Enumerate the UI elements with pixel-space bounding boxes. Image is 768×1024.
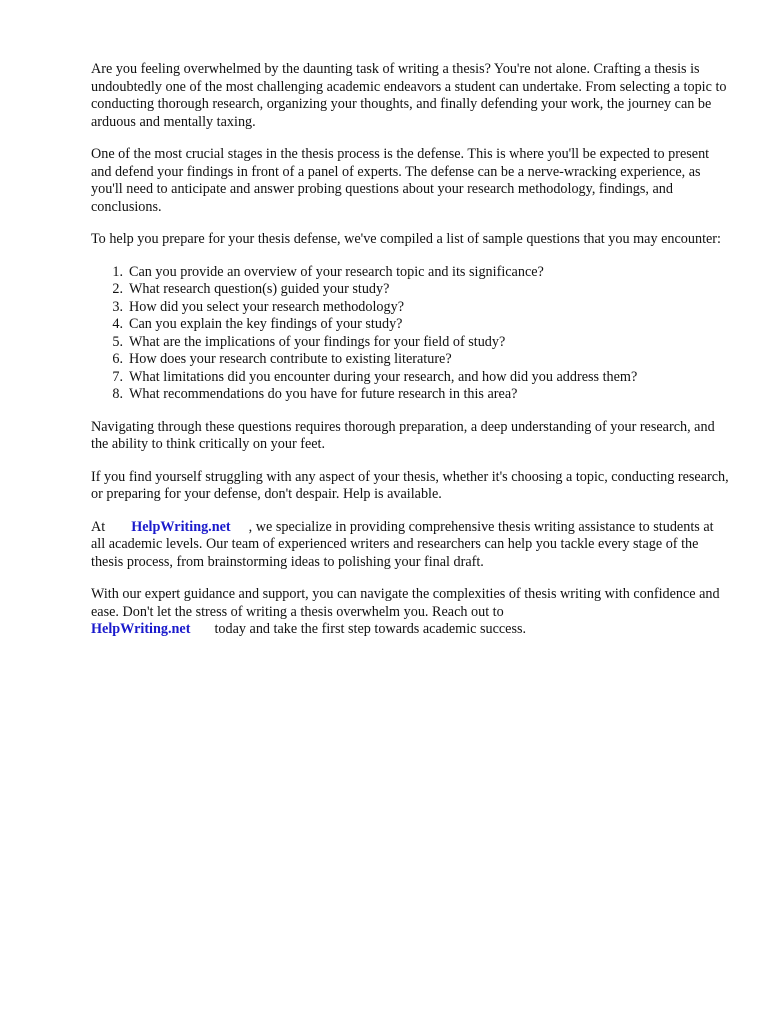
closing-suffix: today and take the first step towards academic success. xyxy=(214,621,527,637)
preparation-paragraph: Navigating through these questions requires thorough preparation, a deep understanding of your research, and the ability to think critically on your feet. xyxy=(91,418,715,452)
list-item-number: 7. xyxy=(112,368,123,385)
list-item-text: Can you provide an overview of your research topic and its significance? xyxy=(129,263,544,280)
closing-text: With our expert guidance and support, you can navigate the complexities of thesis writing with confidence and ease. Don't let the stress of writing a thesis overwhelm you. Reach out to xyxy=(91,586,720,620)
list-item-number: 2. xyxy=(112,281,123,297)
help-available-paragraph: If you find yourself struggling with any aspect of your thesis, whether it's choosing a topic, conducting research, or preparing for your defense, don't despair. Help is available. xyxy=(91,468,729,502)
promo-paragraph xyxy=(91,519,731,572)
helpwriting-link-closing[interactable]: HelpWriting.net xyxy=(91,621,191,637)
list-item-text: How does your research contribute to existing literature? xyxy=(129,351,452,367)
list-item xyxy=(91,264,731,282)
sample-questions-list xyxy=(91,264,731,404)
list-item-number: 6. xyxy=(112,351,123,367)
defense-paragraph: One of the most crucial stages in the thesis process is the defense. This is where you'll be expected to present and defend your findings in front of a panel of experts. The defense can be a nerve-wracking experience, as you'll need to anticipate and answer probing questions about your research methodology, findings, and conclusions. xyxy=(91,146,710,215)
closing-paragraph xyxy=(91,586,731,639)
list-item-text: What recommendations do you have for future research in this area? xyxy=(129,386,518,402)
helpwriting-link[interactable]: HelpWriting.net xyxy=(131,518,231,535)
list-item xyxy=(91,369,731,387)
list-item xyxy=(91,386,731,404)
list-item-text: What research question(s) guided your study? xyxy=(129,281,390,297)
list-item xyxy=(91,281,731,299)
list-item-number: 4. xyxy=(112,316,123,332)
intro-paragraph: Are you feeling overwhelmed by the daunting task of writing a thesis? You're not alone. Crafting a thesis is undoubtedly one of the most challenging academic endeavors a student can undertake. From selecting a topic to conducting thorough research, organizing your thoughts, and finally defending your work, the journey can be arduous and mentally taxing. xyxy=(91,61,727,130)
list-item-text: What are the implications of your findings for your field of study? xyxy=(129,333,506,350)
list-item-number: 1. xyxy=(112,263,123,280)
document-body xyxy=(91,61,731,654)
list-item xyxy=(91,334,731,352)
list-item-number: 8. xyxy=(112,386,123,402)
promo-prefix: At xyxy=(91,518,106,535)
list-item-text: What limitations did you encounter during your research, and how did you address them? xyxy=(129,368,638,385)
list-item-number: 3. xyxy=(112,298,123,315)
list-item-number: 5. xyxy=(112,333,123,350)
list-item xyxy=(91,351,731,369)
list-item-text: How did you select your research methodology? xyxy=(129,298,405,315)
list-item xyxy=(91,299,731,317)
list-item xyxy=(91,316,731,334)
list-intro-paragraph: To help you prepare for your thesis defense, we've compiled a list of sample questions that you may encounter: xyxy=(91,231,721,247)
promo-suffix: , we specialize in providing comprehensive thesis writing assistance to students at all academic levels. Our team of experienced writers and researchers can help you tackle every stage of the thesis process, from brainstorming ideas to polishing your final draft. xyxy=(91,518,714,570)
list-item-text: Can you explain the key findings of your study? xyxy=(129,316,403,332)
